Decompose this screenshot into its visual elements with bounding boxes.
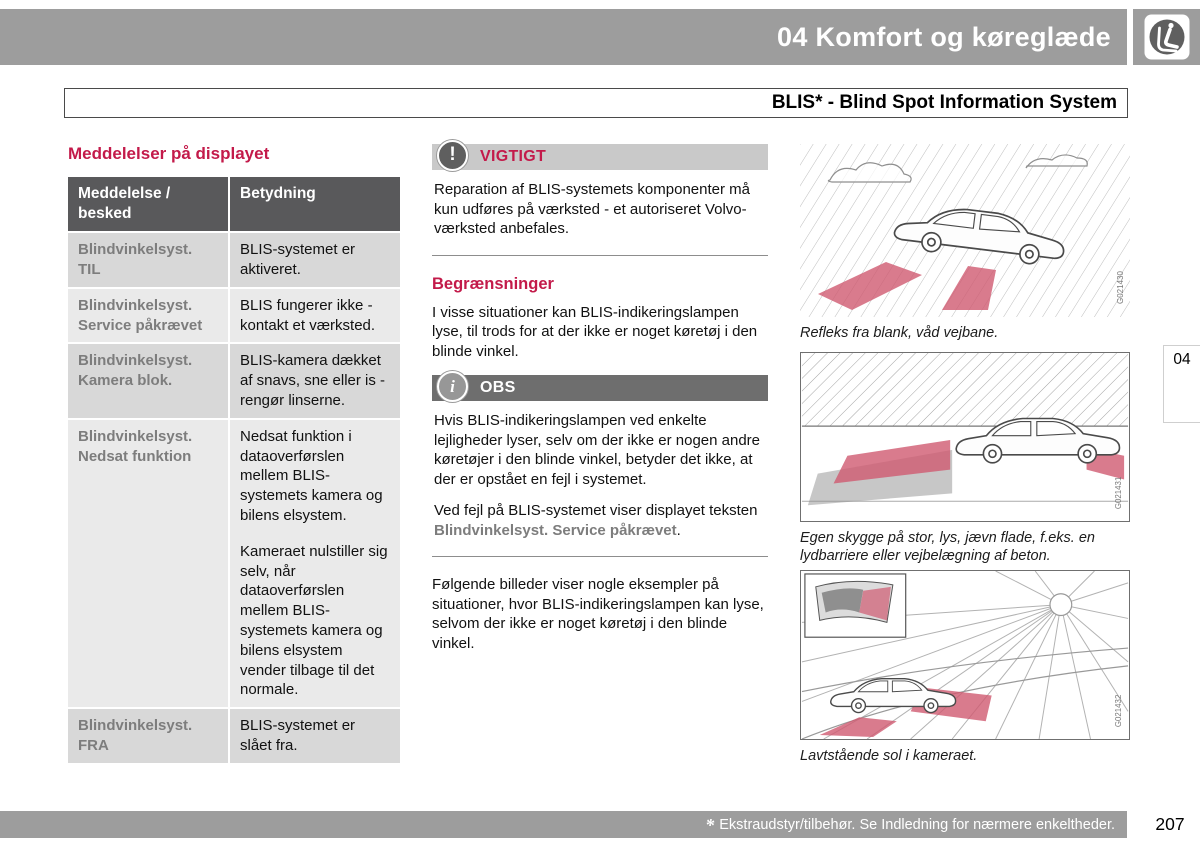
info-circle-icon: i [437, 371, 468, 402]
obs-text-prefix: Ved fejl på BLIS-systemet viser displayet teksten [434, 502, 758, 520]
table-row [68, 233, 400, 287]
table-header-meaning: Betydning [230, 177, 400, 231]
exclamation-circle-icon: ! [437, 140, 468, 171]
following-examples-text: Følgende billeder viser nogle eksempler på situationer, hvor BLIS-indikeringslampen kan lyse, selvom der ikke er noget køretøj i den blinde vinkel. [432, 576, 764, 652]
shadow-barrier-illustration [800, 352, 1130, 522]
obs-notice-box [432, 375, 768, 557]
obs-paragraph [434, 501, 766, 540]
table-header-message: Meddelelse / besked [68, 177, 230, 231]
table-row [68, 289, 400, 343]
body-text-column [432, 144, 768, 667]
important-text: Reparation af BLIS-systemets komponenter må kun udføres på værksted - et autoriseret Volvo-værksted anbefales. [434, 181, 750, 237]
sun-icon [1050, 594, 1072, 616]
mirror-inset [805, 574, 906, 637]
obs-display-message: Blindvinkelsyst. Service påkrævet [434, 521, 677, 539]
figure-caption: Lavtstående sol i kameraet. [800, 748, 978, 764]
meaning-cell: BLIS-systemet er slået fra. [230, 709, 400, 763]
figure-caption: Refleks fra blank, våd vejbane. [800, 325, 999, 341]
wet-road-illustration [800, 144, 1130, 317]
figure-code: G021430 [1116, 271, 1125, 304]
messages-heading: Meddelelser på displayet [68, 144, 270, 163]
figure-wet-road [800, 144, 1130, 342]
figure-code: G021431 [1114, 476, 1124, 510]
meaning-cell [230, 420, 400, 707]
section-title-bar [64, 88, 1128, 118]
meaning-paragraph: Nedsat funktion i dataoverførslen mellem BLIS-systemets kamera og bilens elsystem. [240, 427, 383, 525]
figure-code: G021432 [1114, 694, 1124, 728]
table-row [68, 420, 400, 707]
important-notice-header [432, 144, 768, 170]
obs-label: OBS [480, 379, 516, 397]
table-row [68, 709, 400, 763]
important-notice-box [432, 144, 768, 256]
messages-column [68, 144, 400, 765]
footnote-text: Ekstraudstyr/tilbehør. Se Indledning for nærmere enkeltheder. [719, 816, 1115, 833]
figure-low-sun [800, 570, 1130, 765]
chapter-side-tab: 04 [1163, 345, 1200, 423]
message-cell: Blindvinkelsyst. TIL [68, 233, 230, 287]
table-row [68, 344, 400, 417]
limitations-heading: Begrænsninger [432, 274, 554, 293]
obs-paragraph: Hvis BLIS-indikeringslampen ved enkelte lejligheder lyser, selv om der ikke er nogen andre køretøjer i den blinde vinkel, betyder det ikke, at der er opstået en fejl i systemet. [434, 412, 761, 488]
message-cell: Blindvinkelsyst. Service påkrævet [68, 289, 230, 343]
table-header-row [68, 177, 400, 231]
display-messages-table [68, 175, 400, 765]
chapter-title: 04 Komfort og køreglæde [777, 21, 1111, 52]
footnote-asterisk: * [705, 814, 715, 835]
important-label: VIGTIGT [480, 147, 547, 165]
figure-shadow-barrier [800, 352, 1130, 565]
meaning-cell: BLIS fungerer ikke - kontakt et værksted. [230, 289, 400, 343]
figure-caption: Egen skygge på stor, lys, jævn flade, f.eks. en lydbarriere eller vejbelægning af beton. [800, 530, 1095, 565]
section-title: BLIS* - Blind Spot Information System [771, 92, 1117, 113]
message-cell: Blindvinkelsyst. FRA [68, 709, 230, 763]
meaning-paragraph: Kameraet nulstiller sig selv, når dataoverførslen mellem BLIS-systemets kamera og bilens elsystem vender tilbage til det normale. [240, 542, 388, 699]
meaning-cell: BLIS-systemet er aktiveret. [230, 233, 400, 287]
sound-barrier-hatching [802, 353, 1128, 426]
obs-text-suffix: . [676, 521, 681, 539]
message-cell: Blindvinkelsyst. Nedsat funktion [68, 420, 230, 707]
meaning-cell: BLIS-kamera dækket af snavs, sne eller is - rengør linserne. [230, 344, 400, 417]
important-notice-body [432, 170, 768, 256]
page-number: 207 [1155, 814, 1185, 834]
obs-notice-body [432, 401, 768, 557]
chapter-icon-box [1133, 9, 1200, 65]
low-sun-illustration [800, 570, 1130, 740]
seat-icon [1144, 14, 1190, 60]
message-cell: Blindvinkelsyst. Kamera blok. [68, 344, 230, 417]
chapter-header-bar [0, 9, 1127, 65]
footer-note-bar [0, 811, 1127, 838]
limitations-text: I visse situationer kan BLIS-indikeringslampen lyse, til trods for at der ikke er noget køretøj i den blinde vinkel. [432, 303, 758, 360]
obs-notice-header [432, 375, 768, 401]
